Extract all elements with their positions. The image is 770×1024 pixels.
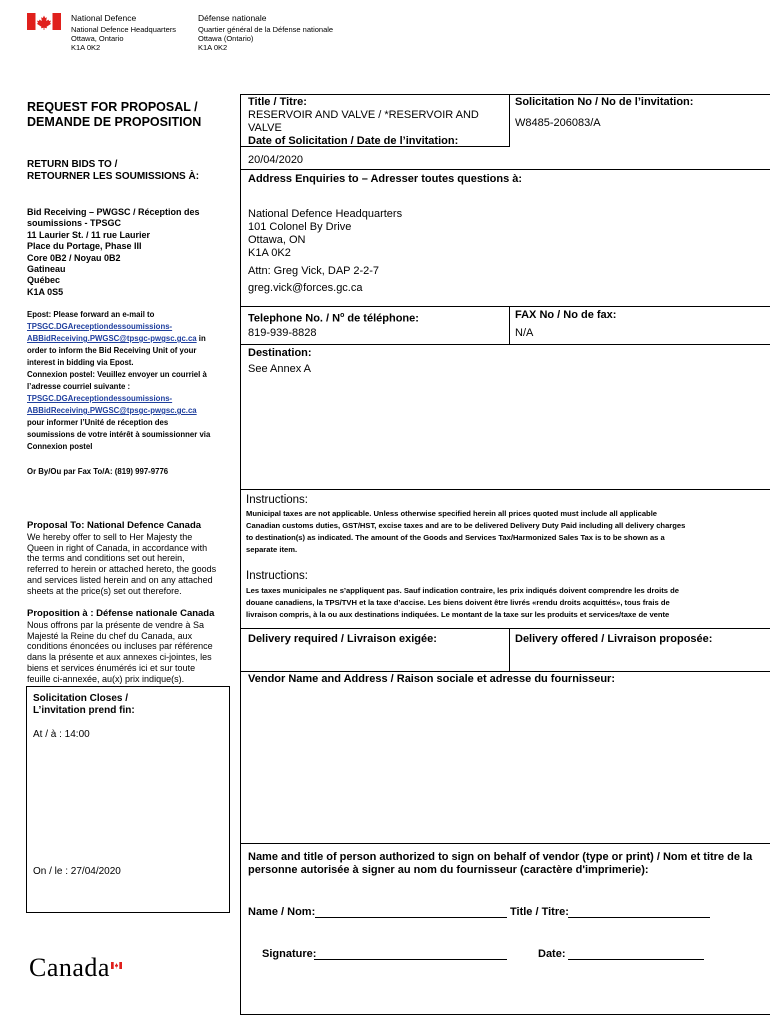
authorized-person-label: [248, 851, 752, 877]
enquiries-email: greg.vick@forces.gc.ca: [248, 282, 363, 294]
solicitation-closes-box: [26, 686, 230, 913]
closes-label-fr: L’invitation prend fin:: [33, 705, 135, 716]
epost-email-link[interactable]: TPSGC.DGAreceptiondessoumissions-: [27, 322, 173, 331]
epost-email-link[interactable]: ABBidReceiving.PWGSC@tpsgc-pwgsc.gc.ca: [27, 334, 197, 343]
title-label: Title / Titre:: [248, 96, 307, 108]
closing-date: On / le : 27/04/2020: [33, 866, 121, 877]
title-section: [248, 96, 479, 135]
delivery-required-label: Delivery required / Livraison exigée:: [248, 633, 437, 645]
bid-receiving-address: [27, 207, 200, 298]
proposal-en-line: the terms and conditions set out herein,: [27, 553, 185, 564]
rfp-title-fr: DEMANDE DE PROPOSITION: [27, 115, 202, 129]
epost-line: in: [196, 334, 206, 343]
epost-email-link-fr[interactable]: ABBidReceiving.PWGSC@tpsgc-pwgsc.gc.ca: [27, 406, 197, 415]
delivery-required-field[interactable]: [241, 648, 509, 671]
signature-field[interactable]: [314, 948, 507, 960]
epost-line: Connexion postel: Veuillez envoyer un courriel à: [27, 370, 207, 379]
instructions-line: Municipal taxes are not applicable. Unless otherwise specified herein all prices quoted must include all applicable: [246, 509, 658, 518]
enquiries-label: Address Enquiries to – Adresser toutes questions à:: [248, 173, 523, 185]
address-line: Gatineau: [27, 264, 66, 275]
proposal-fr-line: Majesté la Reine du chef du Canada, aux: [27, 630, 193, 641]
city-en: Ottawa, Ontario: [71, 34, 124, 43]
rfp-title: [27, 100, 201, 130]
instructions-line: douane canadiens, la TPS/TVH et la taxe d’accise. Les biens doivent être livrés «rendu droits acquittés», tous frais de: [246, 598, 670, 607]
address-line: Place du Portage, Phase III: [27, 241, 142, 252]
hq-en: National Defence Headquarters: [71, 25, 177, 34]
header-english: [71, 13, 176, 52]
name-label: Name / Nom:: [248, 906, 316, 918]
fax-line: Or By/Ou par Fax To/A: (819) 997-9776: [27, 467, 169, 476]
proposal-fr-title: Proposition à : Défense nationale Canada: [27, 608, 215, 619]
destination-value: See Annex A: [248, 363, 311, 375]
delivery-offered-label: Delivery offered / Livraison proposée:: [515, 633, 713, 645]
instructions-line: livraison compris, à la ou aux destinations indiquées. Le montant de la taxe sur les produits et services/taxe de vente: [246, 610, 670, 619]
epost-line: Epost: Please forward an e-mail to: [27, 310, 155, 319]
address-line: Québec: [27, 275, 61, 286]
fax-value: N/A: [515, 327, 534, 339]
authorized-person-label-line: personne autorisée à signer au nom du fournisseur (caractère d'imprimerie):: [248, 864, 649, 876]
canada-flag-icon: [27, 13, 61, 30]
instructions-fr-body: [246, 585, 679, 621]
destination-label: Destination:: [248, 347, 312, 359]
proposal-en-line: sheets at the price(s) set out therefore.: [27, 585, 182, 596]
rfp-title-en: REQUEST FOR PROPOSAL /: [27, 100, 198, 114]
address-line: 11 Laurier St. / 11 rue Laurier: [27, 229, 151, 240]
address-line: Core 0B2 / Noyau 0B2: [27, 252, 121, 263]
date-field-label: Date:: [538, 948, 566, 960]
instructions-en-body: [246, 508, 685, 556]
epost-email-link-fr[interactable]: TPSGC.DGAreceptiondessoumissions-: [27, 394, 173, 403]
epost-line: interest in bidding via Epost.: [27, 358, 134, 367]
title-field[interactable]: [568, 906, 710, 918]
proposal-en-line: Queen in right of Canada, in accordance with: [27, 542, 208, 553]
proposal-en-line: and services listed herein and on any attached: [27, 574, 213, 585]
instructions-line: Les taxes municipales ne s’appliquent pas. Sauf indication contraire, les prix indiqués doivent comprendre les droits de: [246, 586, 679, 595]
proposal-en: [27, 521, 216, 597]
enquiries-address-line: K1A 0K2: [248, 247, 291, 259]
address-line: K1A 0S5: [27, 286, 64, 297]
signature-label: Signature:: [262, 948, 317, 960]
epost-instructions: [27, 309, 210, 453]
title-field-label: Title / Titre:: [510, 906, 569, 918]
vendor-address-field[interactable]: [241, 690, 770, 842]
proposal-en-line: We hereby offer to sell to Her Majesty the: [27, 531, 193, 542]
date-field[interactable]: [568, 948, 704, 960]
proposal-en-line: referred to herein or attached hereto, the goods: [27, 564, 217, 575]
epost-line: l’adresse courriel suivante :: [27, 382, 131, 391]
proposal-fr-line: dans la présente et aux annexes ci-jointes, les: [27, 652, 212, 663]
date-of-solicitation-value: 20/04/2020: [248, 154, 304, 166]
instructions-fr-title: Instructions:: [246, 570, 308, 582]
title-value: RESERVOIR AND VALVE / *RESERVOIR AND: [248, 109, 479, 121]
epost-line: soumissions de votre intérêt à soumissionner via: [27, 430, 211, 439]
vendor-label: Vendor Name and Address / Raison sociale et adresse du fournisseur:: [248, 673, 615, 685]
enquiries-address-line: National Defence Headquarters: [248, 208, 403, 220]
canada-wordmark: [29, 953, 110, 983]
telephone-label-text: Telephone No. / N: [248, 312, 341, 325]
telephone-label: [248, 309, 419, 326]
postal-en: K1A 0K2: [71, 43, 101, 52]
canada-wordmark-text: Canada: [29, 953, 110, 982]
proposal-en-title: Proposal To: National Defence Canada: [27, 520, 202, 531]
telephone-label-sup: o: [340, 312, 345, 319]
wordmark-flag-icon: [111, 956, 122, 974]
dept-name-fr: Défense nationale: [198, 13, 267, 23]
instructions-en-title: Instructions:: [246, 494, 308, 506]
enquiries-address-line: Ottawa, ON: [248, 234, 306, 246]
proposal-fr-line: Nous offrons par la présente de vendre à Sa: [27, 619, 204, 630]
return-bids-label: [27, 159, 199, 183]
return-bids-fr: RETOURNER LES SOUMISSIONS À:: [27, 171, 200, 182]
title-value-cont: VALVE: [248, 122, 282, 134]
fax-label: FAX No / No de fax:: [515, 309, 617, 321]
authorized-person-label-line: Name and title of person authorized to sign on behalf of vendor (type or print) / Nom et titre de la: [248, 851, 753, 863]
name-field[interactable]: [315, 906, 507, 918]
hq-fr: Quartier général de la Défense nationale: [198, 25, 334, 34]
header-french: [198, 13, 333, 52]
enquiries-address: [248, 208, 402, 260]
closes-label-en: Solicitation Closes /: [33, 693, 129, 704]
telephone-label-text-fr: de téléphone:: [344, 312, 419, 325]
proposal-fr-line: biens et services énumérés ici et sur toute: [27, 662, 196, 673]
epost-line: pour informer l’Unité de réception des: [27, 418, 169, 427]
dept-name-en: National Defence: [71, 13, 137, 23]
solicitation-no-label: Solicitation No / No de l’invitation:: [515, 96, 694, 108]
city-fr: Ottawa (Ontario): [198, 34, 254, 43]
instructions-line: separate item.: [246, 545, 298, 554]
enquiries-attn: Attn: Greg Vick, DAP 2-2-7: [248, 265, 380, 277]
address-line: Bid Receiving – PWGSC / Réception des: [27, 207, 200, 217]
epost-line: order to inform the Bid Receiving Unit of your: [27, 346, 197, 355]
instructions-line: to destination(s) as indicated. The amount of the Goods and Services Tax/Harmonized Sales Tax is to be shown as a: [246, 533, 665, 542]
epost-line: Connexion postel: [27, 442, 93, 451]
enquiries-address-line: 101 Colonel By Drive: [248, 221, 352, 233]
telephone-value: 819-939-8828: [248, 327, 317, 339]
solicitation-no-value: W8485-206083/A: [515, 117, 601, 129]
return-bids-en: RETURN BIDS TO /: [27, 159, 118, 170]
delivery-offered-field[interactable]: [510, 648, 770, 671]
proposal-fr: [27, 609, 214, 685]
postal-fr: K1A 0K2: [198, 43, 228, 52]
proposal-fr-line: feuille ci-annexée, au(x) prix indique(s).: [27, 673, 185, 684]
date-of-solicitation-label: Date of Solicitation / Date de l’invitation:: [248, 135, 459, 147]
instructions-line: Canadian customs duties, GST/HST, excise taxes and are to be delivered Delivery Duty Paid including all delivery charges: [246, 521, 686, 530]
closes-label: [33, 693, 135, 717]
address-line: soumissions - TPSGC: [27, 218, 122, 229]
proposal-fr-line: conditions énoncées ou incluses par référence: [27, 641, 213, 652]
closing-time: At / à : 14:00: [33, 729, 90, 740]
